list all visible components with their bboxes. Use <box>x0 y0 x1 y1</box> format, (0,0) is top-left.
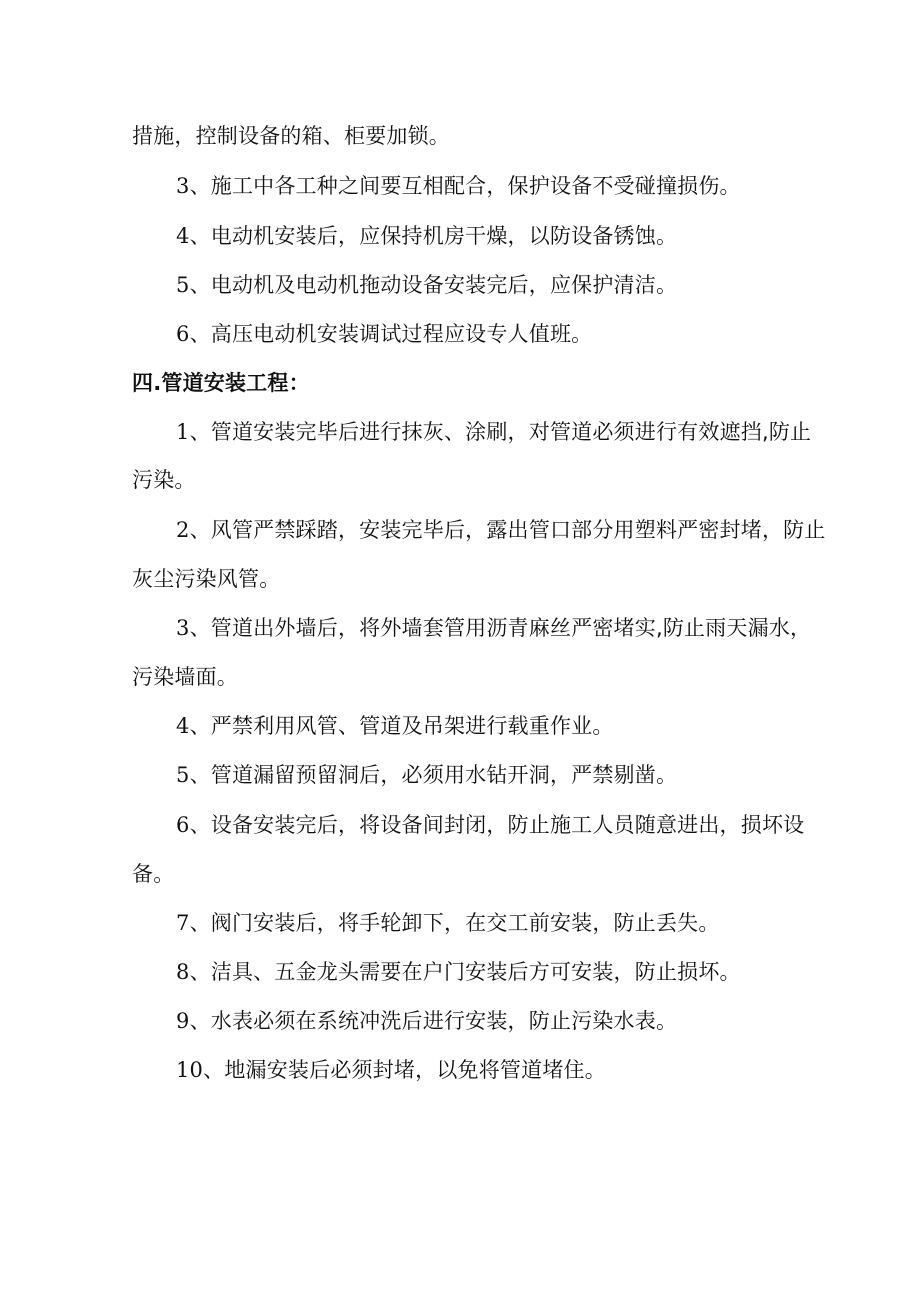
item-text: 、管道漏留预留洞后，必须用水钻开洞，严禁剔凿。 <box>189 763 678 787</box>
item-text: 、管道出外墙后，将外墙套管用沥青麻丝严密堵实,防止雨天漏水， <box>189 616 812 640</box>
item-number: 2 <box>176 518 190 542</box>
item-number: 3 <box>176 174 190 198</box>
line-text: 灰尘污染风管。 <box>132 567 281 591</box>
line-text: 备。 <box>132 862 175 886</box>
item-text: 、电动机及电动机拖动设备安装完后，应保护清洁。 <box>189 273 678 297</box>
section-heading <box>132 369 310 397</box>
item-text: 、高压电动机安装调试过程应设专人值班。 <box>189 322 593 346</box>
item-text: 、地漏安装后必须封堵，以免将管道堵住。 <box>203 1058 606 1082</box>
line-text: 污染墙面。 <box>132 665 238 689</box>
item-number: 6 <box>176 322 190 346</box>
item-number: 3 <box>176 616 190 640</box>
list-item <box>176 320 592 348</box>
item-text: 、严禁利用风管、管道及吊架进行载重作业。 <box>189 714 614 738</box>
list-item <box>176 516 826 544</box>
text-line <box>132 565 280 593</box>
list-item <box>176 271 677 299</box>
item-number: 6 <box>176 813 190 837</box>
line-text: 措施，控制设备的箱、柜要加锁。 <box>132 124 450 148</box>
item-text: 、电动机安装后，应保持机房干燥，以防设备锈蚀。 <box>189 224 678 248</box>
item-number: 4 <box>176 224 190 248</box>
item-number: 1 <box>176 420 190 444</box>
list-item <box>176 222 677 250</box>
list-item <box>176 811 804 839</box>
list-item <box>176 614 811 642</box>
text-line <box>132 122 450 150</box>
item-number: 7 <box>176 911 190 935</box>
item-number: 9 <box>176 1009 190 1033</box>
list-item <box>176 418 811 446</box>
text-line <box>132 466 196 494</box>
item-number: 8 <box>176 960 190 984</box>
item-number: 10 <box>176 1058 204 1082</box>
text-line <box>132 663 238 691</box>
item-text: 、施工中各工种之间要互相配合，保护设备不受碰撞损伤。 <box>189 174 741 198</box>
list-item <box>176 909 720 937</box>
item-text: 、洁具、五金龙头需要在户门安装后方可安装，防止损坏。 <box>189 960 741 984</box>
list-item <box>176 172 741 200</box>
item-number: 4 <box>176 714 190 738</box>
line-text: 污染。 <box>132 468 196 492</box>
item-number: 5 <box>176 273 190 297</box>
item-text: 、设备安装完后，将设备间封闭，防止施工人员随意进出，损坏设 <box>189 813 805 837</box>
section-heading-text: 四.管道安装工程： <box>132 371 310 395</box>
list-item <box>176 761 677 789</box>
item-text: 、阀门安装后，将手轮卸下，在交工前安装，防止丢失。 <box>189 911 720 935</box>
item-number: 5 <box>176 763 190 787</box>
list-item <box>176 958 741 986</box>
list-item <box>176 712 614 740</box>
text-line <box>132 860 174 888</box>
item-text: 、风管严禁踩踏，安装完毕后，露出管口部分用塑料严密封堵，防止 <box>189 518 826 542</box>
list-item <box>176 1007 677 1035</box>
item-text: 、管道安装完毕后进行抹灰、涂刷，对管道必须进行有效遮挡,防止 <box>189 420 812 444</box>
item-text: 、水表必须在系统冲洗后进行安装，防止污染水表。 <box>189 1009 678 1033</box>
list-item <box>176 1056 606 1084</box>
